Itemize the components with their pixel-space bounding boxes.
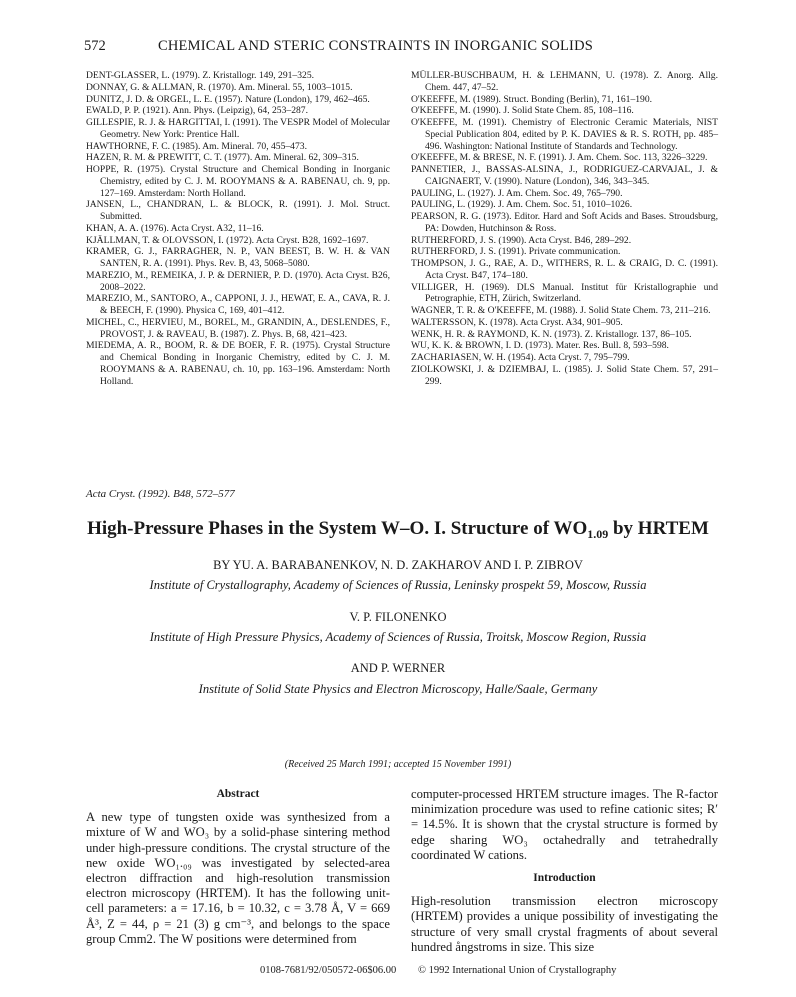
reference-item: GILLESPIE, R. J. & HARGITTAI, I. (1991). The VESPR Model of Molecular Geometry. New York: Prentice Hall.	[86, 117, 390, 140]
reference-item: RUTHERFORD, J. S. (1991). Private communication.	[411, 246, 621, 258]
affiliation: Institute of Solid State Physics and Electron Microscopy, Halle/Saale, Germany	[198, 682, 598, 696]
reference-item: MÜLLER-BUSCHBAUM, H. & LEHMANN, U. (1978). Z. Anorg. Allg. Chem. 447, 47–52.	[411, 70, 718, 93]
introduction-text: High-resolution transmission electron microscopy (HRTEM) provides a unique possibility of investigating the structure of very small crystal fragments of about several hundred ångstroms in size. This size	[411, 894, 718, 954]
reference-item: RUTHERFORD, J. S. (1990). Acta Cryst. B46, 289–292.	[411, 234, 632, 246]
reference-item: THOMPSON, J. G., RAE, A. D., WITHERS, R. L. & CRAIG, D. C. (1991). Acta Cryst. B47, 174–180.	[411, 258, 718, 281]
reference-item: O'KEEFFE, M. & BRESE, N. F. (1991). J. Am. Chem. Soc. 113, 3226–3229.	[411, 152, 708, 164]
article-title: High-Pressure Phases in the System W–O. I. Structure of $WO_{1.09}$ by HRTEM	[87, 518, 709, 541]
reference-item: O'KEEFFE, M. (1991). Chemistry of Electronic Ceramic Materials, NIST Special Publication 804, edited by P. K. DAVIES & R. S. ROTH, pp. 485–496. Washington: National Institute of Standards and Technology.	[411, 117, 718, 152]
reference-item: KRAMER, G. J., FARRAGHER, N. P., VAN BEEST, B. W. H. & VAN SANTEN, R. A. (1991). Phys. Rev. B, 43, 5068–5080.	[86, 246, 390, 269]
reference-item: KJÄLLMAN, T. & OLOVSSON, I. (1972). Acta Cryst. B28, 1692–1697.	[86, 234, 369, 246]
reference-item: PAULING, L. (1927). J. Am. Chem. Soc. 49, 765–790.	[411, 187, 623, 199]
reference-item: WAGNER, T. R. & O'KEEFFE, M. (1988). J. Solid State Chem. 73, 211–216.	[411, 305, 711, 316]
title-subscript: 1.09	[587, 527, 609, 541]
affiliation: Institute of High Pressure Physics, Academy of Sciences of Russia, Troitsk, Moscow Region, Russia	[149, 630, 647, 644]
references-right-column	[411, 70, 718, 387]
running-title: CHEMICAL AND STERIC CONSTRAINTS IN INORGANIC SOLIDS	[158, 38, 594, 54]
reference-item: JANSEN, L., CHANDRAN, L. & BLOCK, R. (1991). J. Mol. Struct. Submitted.	[86, 199, 390, 222]
reference-item: WU, K. K. & BROWN, I. D. (1973). Mater. Res. Bull. 8, 593–598.	[411, 340, 669, 352]
reference-item: PANNETIER, J., BASSAS-ALSINA, J., RODRIGUEZ-CARVAJAL, J. & CAIGNAERT, V. (1990). Nature (London), 346, 343–345.	[411, 164, 718, 187]
abstract-continuation: computer-processed HRTEM structure images. The R-factor minimization procedure was used to refine cationic sites; R′ = 14.5%. It is shown that the crystal structure is formed by edge sharing WO₃ octahedrally and tetrahedrally coordinated W cations.	[411, 787, 718, 862]
reference-item: KHAN, A. A. (1976). Acta Cryst. A32, 11–16.	[86, 222, 264, 234]
reference-item: MAREZIO, M., SANTORO, A., CAPPONI, J. J., HEWAT, E. A., CAVA, R. J. & BEECH, F. (1990). Physica C, 169, 401–412.	[86, 293, 390, 316]
journal-citation: Acta Cryst. (1992). B48, 572–577	[86, 488, 235, 500]
reference-item: O'KEEFFE, M. (1989). Struct. Bonding (Berlin), 71, 161–190.	[411, 93, 653, 105]
reference-item: ZACHARIASEN, W. H. (1954). Acta Cryst. 7, 795–799.	[411, 352, 630, 363]
reference-item: HAZEN, R. M. & PREWITT, C. T. (1977). Am. Mineral. 62, 309–315.	[86, 152, 359, 164]
author-line: V. P. FILONENKO	[349, 610, 447, 624]
reference-item: DENT-GLASSER, L. (1979). Z. Kristallogr. 149, 291–325.	[86, 70, 315, 81]
page-number: 572	[84, 38, 106, 54]
reference-item: PEARSON, R. G. (1973). Editor. Hard and Soft Acids and Bases. Stroudsburg, PA: Dowden, Hutchinson & Ross.	[411, 211, 718, 234]
reference-item: DONNAY, G. & ALLMAN, R. (1970). Am. Mineral. 55, 1003–1015.	[86, 81, 353, 93]
reference-item: ZIOLKOWSKI, J. & DZIEMBAJ, L. (1985). J. Solid State Chem. 57, 291–299.	[411, 363, 718, 387]
reference-item: MIEDEMA, A. R., BOOM, R. & DE BOER, F. R. (1975). Crystal Structure and Chemical Bonding in Inorganic Chemistry, edited by C. J. M. ROOYMANS & A. RABENAU, ch. 10, pp. 163–196. Amsterdam: North Holland.	[86, 340, 390, 387]
reference-item: MAREZIO, M., REMEIKA, J. P. & DERNIER, P. D. (1970). Acta Cryst. B26, 2008–2022.	[86, 269, 390, 293]
copyright: © 1992 International Union of Crystallography	[418, 965, 617, 976]
issn-code: 0108-7681/92/050572-06$06.00	[260, 965, 397, 976]
reference-item: MICHEL, C., HERVIEU, M., BOREL, M., GRANDIN, A., DESLENDES, F., PROVOST, J. & RAVEAU, B. (1987). Z. Phys. B, 68, 421–423.	[86, 316, 390, 340]
right-body-column	[411, 787, 718, 955]
author-line: AND P. WERNER	[350, 661, 446, 675]
reference-item: HOPPE, R. (1975). Crystal Structure and Chemical Bonding in Inorganic Chemistry, edited by C. J. M. ROOYMANS & A. RABENAU, ch. 9, pp. 127–169. Amsterdam: North Holland.	[86, 164, 390, 199]
introduction-heading: Introduction	[533, 872, 596, 885]
abstract-heading: Abstract	[216, 788, 260, 800]
reference-item: PAULING, L. (1929). J. Am. Chem. Soc. 51, 1010–1026.	[411, 199, 633, 211]
author-line: BY YU. A. BARABANENKOV, N. D. ZAKHAROV AND I. P. ZIBROV	[213, 558, 583, 572]
references-left-column	[86, 70, 390, 387]
reference-item: EWALD, P. P. (1921). Ann. Phys. (Leipzig), 64, 253–287.	[86, 105, 308, 117]
reference-item: O'KEEFFE, M. (1990). J. Solid State Chem. 85, 108–116.	[411, 105, 634, 117]
reference-item: WENK, H. R. & RAYMOND, K. N. (1973). Z. Kristallogr. 137, 86–105.	[411, 328, 692, 340]
abstract-column	[86, 787, 390, 947]
reference-item: HAWTHORNE, F. C. (1985). Am. Mineral. 70, 455–473.	[86, 140, 307, 152]
reference-item: VILLIGER, H. (1969). DLS Manual. Institut für Kristallographie und Petrographie, ETH, Zürich, Switzerland.	[411, 281, 718, 305]
received-dates: (Received 25 March 1991; accepted 15 November 1991)	[284, 759, 512, 770]
reference-item: DUNITZ, J. D. & ORGEL, L. E. (1957). Nature (London), 179, 462–465.	[86, 93, 370, 105]
reference-item: WALTERSSON, K. (1978). Acta Cryst. A34, 901–905.	[411, 316, 623, 328]
abstract-text: A new type of tungsten oxide was synthesized from a mixture of W and WO₃ by a solid-phase sintering method under high-pressure conditions. The crystal structure of the new oxide WO₁.₀₉ was investigated by selected-area electron diffraction and high-resolution transmission electron microscopy (HRTEM). It has the following unit-cell parameters: a = 17.16, b = 10.32, c = 3.78 Å, V = 669 Å³, Z = 44, ρ = 21 (3) g cm⁻³, and belongs to the space group Cmm2. The W positions were determined from	[86, 810, 390, 946]
affiliation: Institute of Crystallography, Academy of Sciences of Russia, Leninsky prospekt 59, Moscow, Russia	[149, 578, 647, 592]
